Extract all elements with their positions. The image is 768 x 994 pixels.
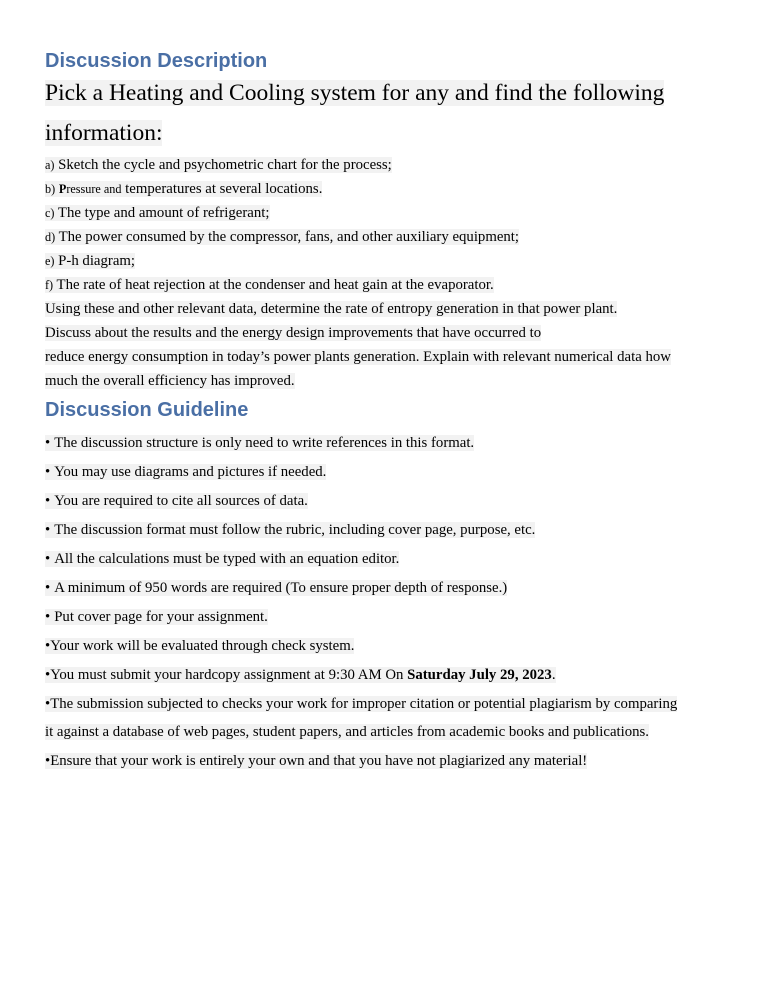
heading-discussion-description: Discussion Description	[45, 50, 268, 72]
guideline-item: • All the calculations must be typed with an equation editor.	[45, 551, 400, 567]
guideline-item-own-work: •Ensure that your work is entirely your own and that you have not plagiarized any material!	[45, 753, 588, 769]
bullet-icon: •	[45, 667, 51, 683]
document-page	[45, 48, 745, 773]
list-item-a: a) Sketch the cycle and psychometric chart for the process;	[45, 157, 392, 173]
bullet-icon: •	[45, 493, 51, 509]
bullet-icon: •	[45, 580, 51, 596]
bullet-icon: •	[45, 435, 51, 451]
bullet-icon: •	[45, 522, 51, 538]
requirements-list	[45, 153, 745, 297]
guideline-item: • You may use diagrams and pictures if needed.	[45, 464, 327, 480]
guideline-item-plagiarism-cont: it against a database of web pages, student papers, and articles from academic books and publications.	[45, 724, 650, 740]
bullet-icon: •	[45, 609, 51, 625]
list-item-c: c) The type and amount of refrigerant;	[45, 205, 270, 221]
bullet-icon: •	[45, 551, 51, 567]
paragraph-line: reduce energy consumption in today’s power plants generation. Explain with relevant numerical data how	[45, 349, 671, 365]
description-paragraph	[45, 297, 745, 393]
guideline-item: •Your work will be evaluated through check system.	[45, 638, 355, 654]
guideline-item: • You are required to cite all sources of data.	[45, 493, 308, 509]
submission-date: Saturday July 29, 2023	[407, 667, 552, 683]
guideline-item-plagiarism: •The submission subjected to checks your work for improper citation or potential plagiarism by comparing	[45, 696, 678, 712]
bullet-icon: •	[45, 696, 51, 712]
bullet-icon: •	[45, 753, 51, 769]
paragraph-line: Discuss about the results and the energy design improvements that have occurred to	[45, 325, 542, 341]
heading-discussion-guideline: Discussion Guideline	[45, 399, 249, 421]
paragraph-line: Using these and other relevant data, determine the rate of entropy generation in that power plant.	[45, 301, 618, 317]
list-item-d: d) The power consumed by the compressor, fans, and other auxiliary equipment;	[45, 229, 520, 245]
intro-line-1: Pick a Heating and Cooling system for any and find the following	[45, 80, 665, 106]
guideline-item: • Put cover page for your assignment.	[45, 609, 268, 625]
paragraph-line: much the overall efficiency has improved.	[45, 373, 295, 389]
guideline-item: • The discussion structure is only need to write references in this format.	[45, 435, 475, 451]
list-item-b: b) Pressure and temperatures at several locations.	[45, 181, 323, 197]
guideline-item: • The discussion format must follow the rubric, including cover page, purpose, etc.	[45, 522, 536, 538]
guideline-list	[45, 431, 745, 773]
guideline-item-submit: •You must submit your hardcopy assignment at 9:30 AM On Saturday July 29, 2023.	[45, 667, 556, 683]
list-item-e: e) P-h diagram;	[45, 253, 136, 269]
bullet-icon: •	[45, 464, 51, 480]
bullet-icon: •	[45, 638, 51, 654]
intro-line-2: information:	[45, 120, 163, 146]
guideline-item: • A minimum of 950 words are required (To ensure proper depth of response.)	[45, 580, 508, 596]
list-item-f: f) The rate of heat rejection at the condenser and heat gain at the evaporator.	[45, 277, 494, 293]
